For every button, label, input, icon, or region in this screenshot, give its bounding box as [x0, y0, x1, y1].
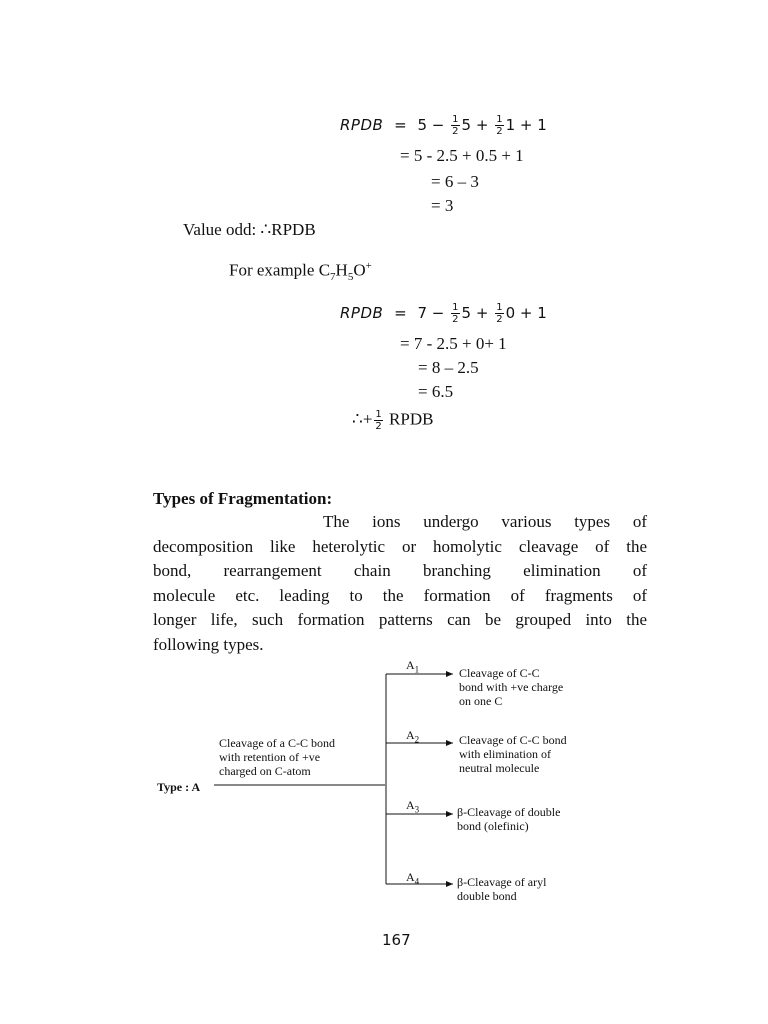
example-formula-line: For example $C_7H_5O^+$	[229, 260, 372, 284]
half-fraction: $\frac{1}{2}$	[496, 302, 503, 325]
operator: +	[519, 116, 533, 134]
paragraph-line: longer life, such formation patterns can be grouped into the	[153, 610, 647, 629]
term: 0	[505, 304, 516, 322]
branch-desc-a4: β-Cleavage of aryl double bond	[457, 875, 547, 903]
branch-desc-a1: Cleavage of C-C bond with +ve charge on one C	[459, 666, 564, 708]
equals-sign: =	[394, 116, 407, 134]
calc1-step-3: = 3	[431, 196, 454, 215]
half-fraction: $\frac{1}{2}$	[496, 114, 503, 137]
rpdb-lhs: RPDB	[340, 116, 384, 134]
equals-sign: =	[394, 304, 407, 322]
paragraph-line: bond, rearrangement chain branching elimination of	[153, 561, 647, 580]
section-paragraph	[153, 510, 647, 657]
half-fraction: $\frac{1}{2}$	[452, 114, 459, 137]
branch-desc-a3: β-Cleavage of double bond (olefinic)	[457, 805, 561, 833]
calc2-step-1: = 7 - 2.5 + 0+ 1	[400, 334, 507, 353]
operator: +	[519, 304, 533, 322]
rpdb-lhs: RPDB	[340, 304, 384, 322]
term: 7	[417, 304, 427, 322]
operator: +	[475, 116, 489, 134]
calc2-step-2: = 8 – 2.5	[418, 358, 479, 377]
branch-label-a4: $A_4$	[406, 870, 420, 887]
paragraph-line: molecule etc. leading to the formation of fragments of	[153, 585, 647, 605]
calc1-step-2: = 6 – 3	[431, 172, 479, 191]
term: 5	[417, 116, 427, 134]
value-odd-line: Value odd: ∴RPDB	[183, 220, 316, 239]
term: 5	[461, 304, 472, 322]
branch-label-a1: $A_1$	[406, 658, 420, 675]
calc2-conclusion: ∴+ $\frac{1}{2}$ RPDB	[352, 409, 434, 432]
section-heading: Types of Fragmentation:	[153, 489, 333, 508]
rpdb-equation-2	[340, 302, 547, 325]
term: 5	[461, 116, 472, 134]
paragraph-line: The ions undergo various types of	[323, 512, 647, 531]
calc1-step-1: = 5 - 2.5 + 0.5 + 1	[400, 146, 524, 165]
type-a-label: Type : A	[157, 780, 201, 794]
term: 1	[537, 116, 547, 134]
type-a-description: Cleavage of a C-C bond with retention of +ve charged on C-atom	[219, 736, 335, 778]
operator: −	[431, 304, 445, 322]
rpdb-equation-1	[340, 114, 547, 137]
page-number: 167	[382, 931, 411, 949]
branch-label-a3: $A_3$	[406, 798, 420, 815]
paragraph-line: following types.	[153, 634, 264, 654]
term: 1	[537, 304, 547, 322]
branch-desc-a2: Cleavage of C-C bond with elimination of neutral molecule	[459, 733, 567, 775]
branch-label-a2: $A_2$	[406, 728, 420, 745]
calc2-step-3: = 6.5	[418, 382, 454, 401]
operator: −	[431, 116, 445, 134]
operator: +	[475, 304, 489, 322]
paragraph-line: decomposition like heterolytic or homolytic cleavage of the	[153, 536, 647, 556]
half-fraction: $\frac{1}{2}$	[452, 302, 459, 325]
term: 1	[505, 116, 516, 134]
